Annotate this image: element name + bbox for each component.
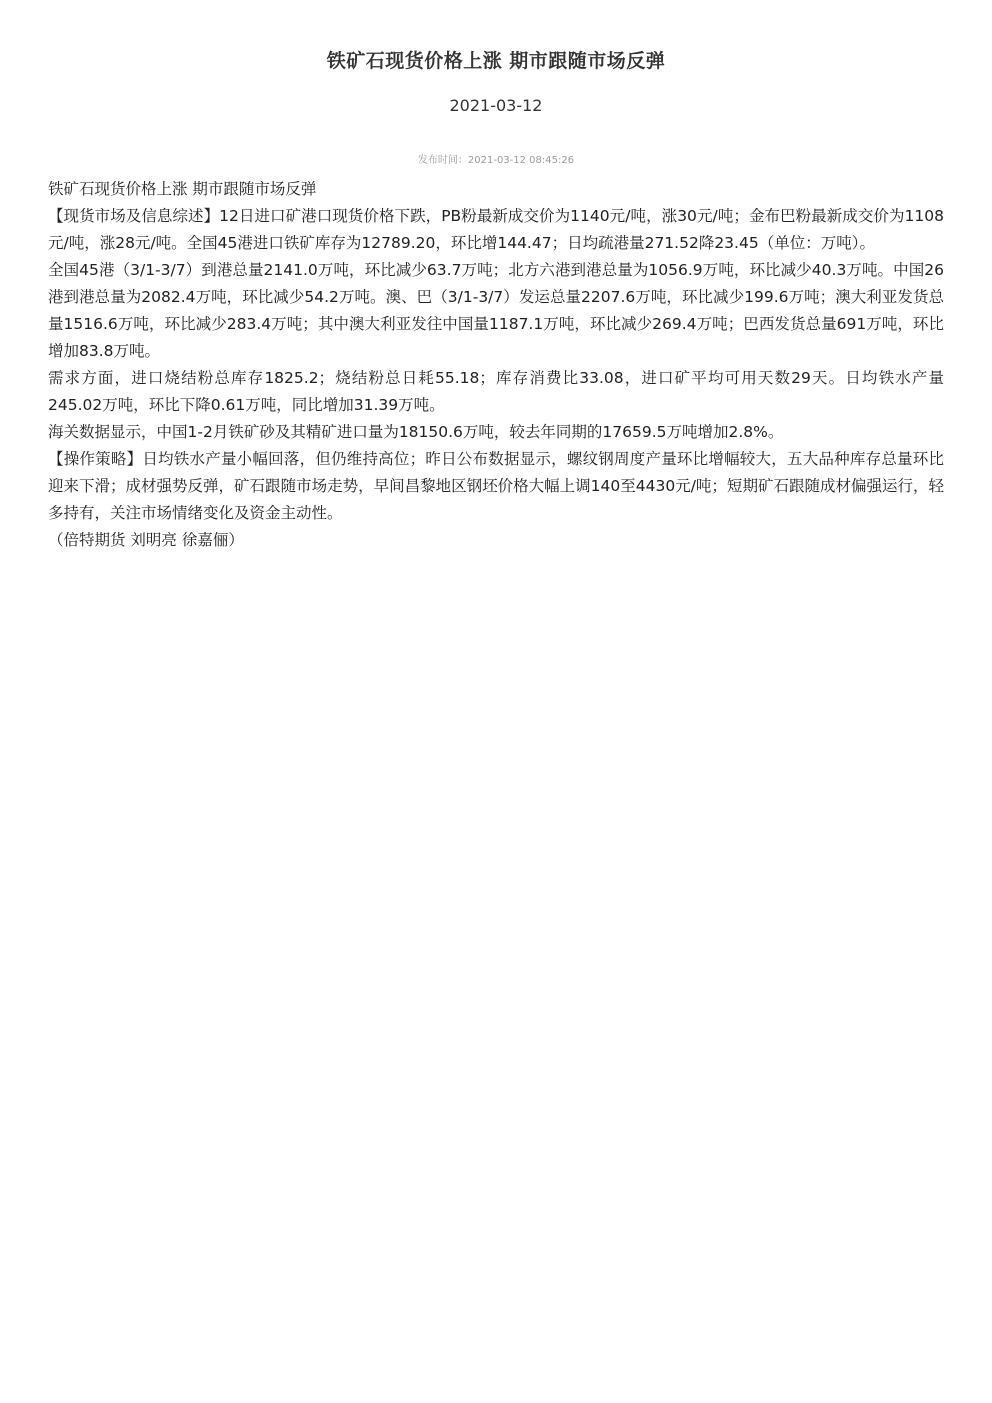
paragraph-demand: 需求方面，进口烧结粉总库存1825.2；烧结粉总日耗55.18；库存消费比33.08，进口矿平均可用天数29天。日均铁水产量245.02万吨，环比下降0.61万吨，同比增加31.39万吨。 (48, 369, 944, 414)
paragraph-arrivals: 全国45港（3/1-3/7）到港总量2141.0万吨，环比减少63.7万吨；北方六港到港总量为1056.9万吨，环比减少40.3万吨。中国26港到港总量为2082.4万吨，环比减少54.2万吨。澳、巴（3/1-3/7）发运总量2207.6万吨，环比减少199.6万吨；澳大利亚发货总量1516.6万吨，环比减少283.4万吨；其中澳大利亚发往中国量1187.1万吨，环比减少269.4万吨；巴西发货总量691万吨，环比增加83.8万吨。 (48, 261, 944, 360)
paragraph-author: （倍特期货 刘明亮 徐嘉俪） (48, 531, 244, 549)
paragraph-spot-market: 【现货市场及信息综述】12日进口矿港口现货价格下跌，PB粉最新成交价为1140元/吨，涨30元/吨；金布巴粉最新成交价为1108元/吨，涨28元/吨。全国45港进口铁矿库存为12789.20，环比增144.47；日均疏港量271.52降23.45（单位：万吨）。 (48, 207, 944, 252)
article-title: 铁矿石现货价格上涨 期市跟随市场反弹 (326, 50, 666, 72)
article-date: 2021-03-12 (449, 96, 543, 115)
paragraph-customs: 海关数据显示，中国1-2月铁矿砂及其精矿进口量为18150.6万吨，较去年同期的17659.5万吨增加2.8%。 (48, 423, 784, 441)
paragraph-headline: 铁矿石现货价格上涨 期市跟随市场反弹 (48, 180, 317, 198)
publish-time: 发布时间：2021-03-12 08:45:26 (417, 155, 575, 166)
article-body (48, 176, 944, 554)
paragraph-strategy: 【操作策略】日均铁水产量小幅回落，但仍维持高位；昨日公布数据显示，螺纹钢周度产量环比增幅较大，五大品种库存总量环比迎来下滑；成材强势反弹，矿石跟随市场走势，早间昌黎地区钢坯价格大幅上调140至4430元/吨；短期矿石跟随成材偏强运行，轻多持有，关注市场情绪变化及资金主动性。 (48, 450, 944, 522)
